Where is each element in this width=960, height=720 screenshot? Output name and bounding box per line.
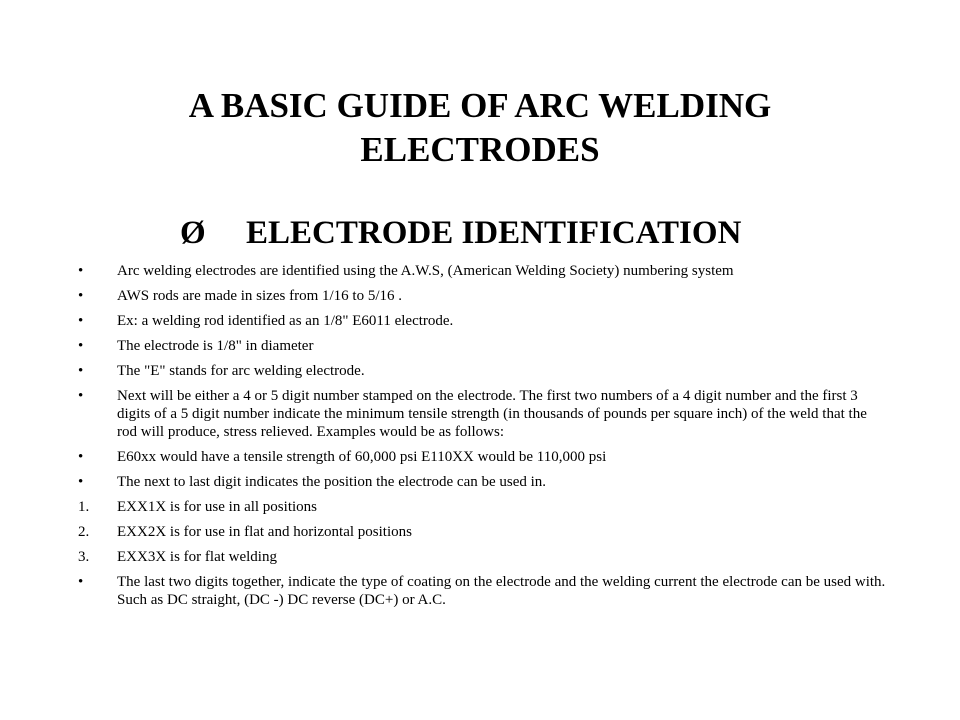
bullet-marker: • — [78, 574, 84, 590]
number-marker: 3. — [78, 549, 90, 565]
bullet-marker: • — [78, 388, 84, 404]
bullet-marker: • — [78, 263, 84, 279]
list-item-text: The last two digits together, indicate the type of coating on the electrode and the welding current the electrode can be used with. Such as DC straight, (DC -) DC reverse (DC+) or A.C. — [117, 574, 886, 608]
list-item-text: The electrode is 1/8" in diameter — [117, 338, 314, 354]
list-item-text: Ex: a welding rod identified as an 1/8" E6011 electrode. — [117, 313, 454, 329]
bullet-marker: • — [78, 288, 84, 304]
number-marker: 2. — [78, 524, 90, 540]
bullet-marker: • — [78, 363, 84, 379]
numbered-item — [78, 523, 888, 541]
list-item-text: E60xx would have a tensile strength of 60,000 psi E110XX would be 110,000 psi — [117, 449, 607, 465]
section-heading — [180, 210, 820, 256]
numbered-item — [78, 548, 888, 566]
list-item — [78, 262, 888, 280]
list-item — [78, 473, 888, 491]
list-item — [78, 387, 888, 441]
list-item — [78, 573, 888, 609]
list-item-text: The "E" stands for arc welding electrode. — [117, 363, 365, 379]
section-heading-text: ELECTRODE IDENTIFICATION — [246, 215, 742, 251]
bullet-marker: • — [78, 449, 84, 465]
bullet-marker: • — [78, 313, 84, 329]
numbered-item — [78, 498, 888, 516]
list-item-text: Next will be either a 4 or 5 digit number stamped on the electrode. The first two numbers of a 4 digit number and the first 3 digits of a 5 digit number indicate the minimum tensile strength (in thousands of pounds per square inch) of the weld that the rod will produce, stress relieved. Examples would be as follows: — [117, 388, 867, 440]
slide-title: A BASIC GUIDE OF ARC WELDING ELECTRODES — [188, 86, 772, 169]
list-item — [78, 448, 888, 466]
bullet-marker: • — [78, 338, 84, 354]
list-item-text: The next to last digit indicates the position the electrode can be used in. — [117, 474, 547, 490]
list-item-text: EXX2X is for use in flat and horizontal positions — [117, 524, 412, 540]
number-marker: 1. — [78, 499, 90, 515]
arrow-bullet-icon: Ø — [180, 215, 206, 251]
bullet-marker: • — [78, 474, 84, 490]
bullet-list — [78, 262, 888, 616]
list-item — [78, 312, 888, 330]
list-item-text: EXX3X is for flat welding — [117, 549, 277, 565]
list-item — [78, 287, 888, 305]
list-item-text: AWS rods are made in sizes from 1/16 to 5/16 . — [117, 288, 402, 304]
list-item-text: Arc welding electrodes are identified using the A.W.S, (American Welding Society) numbering system — [117, 263, 734, 279]
list-item-text: EXX1X is for use in all positions — [117, 499, 317, 515]
list-item — [78, 362, 888, 380]
list-item — [78, 337, 888, 355]
